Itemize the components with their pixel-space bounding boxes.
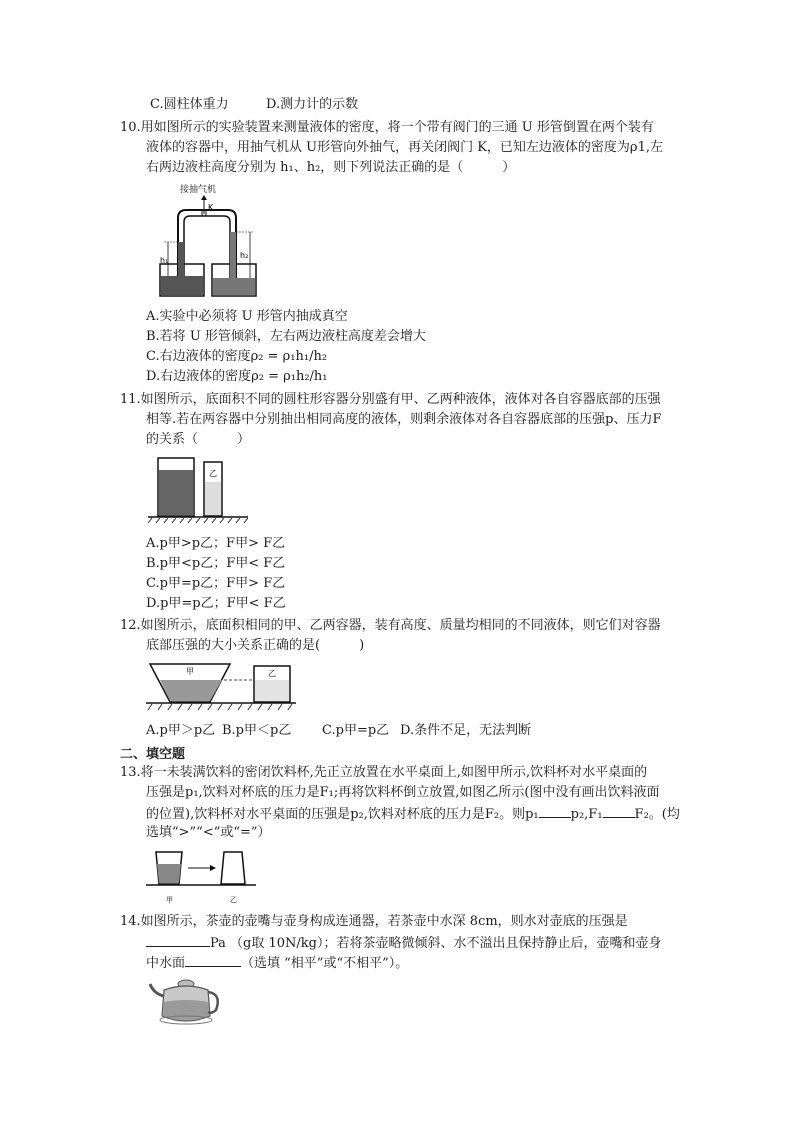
q14-stem-line2 <box>146 932 662 954</box>
q10-fig-top-label: 接抽气机 <box>180 185 217 195</box>
q13-line3-text-a: 的位置),饮料杯对水平桌面的压强是p₂,饮料对杯底的压力是F₂。则p₁ <box>146 807 539 822</box>
q13-blank-2[interactable] <box>603 803 635 818</box>
q11-option-b[interactable]: B.p甲<p乙；F甲< F乙 <box>146 556 286 571</box>
q14-line2-text: Pa （g取 10N/kg）；若将茶壶略微倾斜、水不溢出且保持静止后，壶嘴和壶身 <box>210 936 662 951</box>
q10-option-a[interactable]: A.实验中必须将 U 形管内抽成真空 <box>146 309 348 324</box>
q13-fig-label-left: 甲 <box>166 896 173 904</box>
q13-stem-line4: 选填“>”“<”或“=”） <box>146 825 271 840</box>
q11-fig-label-right: 乙 <box>209 469 217 478</box>
q9-option-c[interactable]: C.圆柱体重力 <box>150 97 229 112</box>
q13-stem-line1: 13.将一未装满饮料的密闭饮料杯,先正立放置在水平桌面上,如图甲所示,饮料杯对水平桌面的 <box>120 765 648 780</box>
q12-stem-line1: 12.如图所示，底面积相同的甲、乙两容器，装有高度、质量均相同的不同液体，则它们对容器 <box>120 618 661 633</box>
q13-blank-1[interactable] <box>539 803 571 818</box>
q12-option-a[interactable]: A.p甲＞p乙 <box>146 723 216 738</box>
q12-option-d[interactable]: D.条件不足，无法判断 <box>400 723 532 738</box>
q10-stem-line3: 右两边液柱高度分别为 h₁、h₂，则下列说法正确的是（ ） <box>146 160 516 175</box>
q10-option-c[interactable]: C.右边液体的密度ρ₂ = ρ₁h₁/h₂ <box>146 349 328 364</box>
q12-fig-label-left: 甲 <box>186 667 194 676</box>
q11-option-d[interactable]: D.p甲=p乙；F甲< F乙 <box>146 596 286 611</box>
q12-fig-label-right: 乙 <box>268 669 276 678</box>
q13-line3-text-c: F₂。(均 <box>634 807 680 822</box>
q11-stem-line2: 相等.若在两容器中分别抽出相同高度的液体，则剩余液体对各自容器底部的压强p、压力F <box>146 412 662 427</box>
q11-containers-figure <box>148 452 248 526</box>
q10-stem-line1: 10.用如图所示的实验装置来测量液体的密度，将一个带有阀门的三通 U 形管倒置在两个装有 <box>120 120 654 135</box>
q10-stem-line2: 液体的容器中，用抽气机从 U形管向外抽气，再关闭阀门 K，已知左边液体的密度为ρ1,左 <box>146 140 663 155</box>
q13-line3-text-b: p₂,F₁ <box>570 807 603 822</box>
q13-fig-label-right: 乙 <box>230 896 237 904</box>
q13-stem-line3 <box>146 803 680 825</box>
q14-teapot-figure <box>146 972 226 1030</box>
q12-stem-line2: 底部压强的大小关系正确的是( ) <box>146 638 365 653</box>
q14-blank-pressure[interactable] <box>146 932 210 947</box>
q13-cups-figure <box>146 846 256 906</box>
q10-fig-h2: h₂ <box>240 251 249 260</box>
q14-blank-level[interactable] <box>185 952 241 967</box>
q14-stem-line3 <box>146 952 408 974</box>
section-fill-in-title: 二、填空题 <box>120 747 186 762</box>
q14-line3-text-b: （选填 “相平”或“不相平”）。 <box>241 956 409 971</box>
q13-stem-line2: 压强是p₁,饮料对杯底的压力是F₁;再将饮料杯倒立放置,如图乙所示(图中没有画出饮料液面 <box>146 785 660 800</box>
q11-fig-label-left: 甲 <box>170 459 178 468</box>
q10-u-tube-figure <box>158 180 268 300</box>
q12-option-c[interactable]: C.p甲=p乙 <box>322 723 390 738</box>
q11-stem-line1: 11.如图所示，底面积不同的圆柱形容器分别盛有甲、乙两种液体，液体对各自容器底部的压强 <box>120 392 661 407</box>
q11-option-a[interactable]: A.p甲>p乙；F甲> F乙 <box>146 536 286 551</box>
q9-option-d[interactable]: D.测力计的示数 <box>266 97 359 112</box>
q11-option-c[interactable]: C.p甲=p乙；F甲> F乙 <box>146 576 286 591</box>
q10-option-d[interactable]: D.右边液体的密度ρ₂ = ρ₁h₂/h₁ <box>146 369 328 384</box>
q14-stem-line1: 14.如图所示，茶壶的壶嘴与壶身构成连通器，若茶壶中水深 8cm，则水对壶底的压强是 <box>120 914 628 929</box>
q11-stem-line3: 的关系（ ） <box>146 432 251 447</box>
q12-containers-figure <box>146 658 296 716</box>
q10-fig-valve-label: K <box>208 203 214 212</box>
q12-option-b[interactable]: B.p甲＜p乙 <box>222 723 292 738</box>
q14-line3-text-a: 中水面 <box>146 956 186 971</box>
q10-fig-h1: h₁ <box>160 256 169 265</box>
q10-option-b[interactable]: B.若将 U 形管倾斜，左右两边液柱高度差会增大 <box>146 329 426 344</box>
